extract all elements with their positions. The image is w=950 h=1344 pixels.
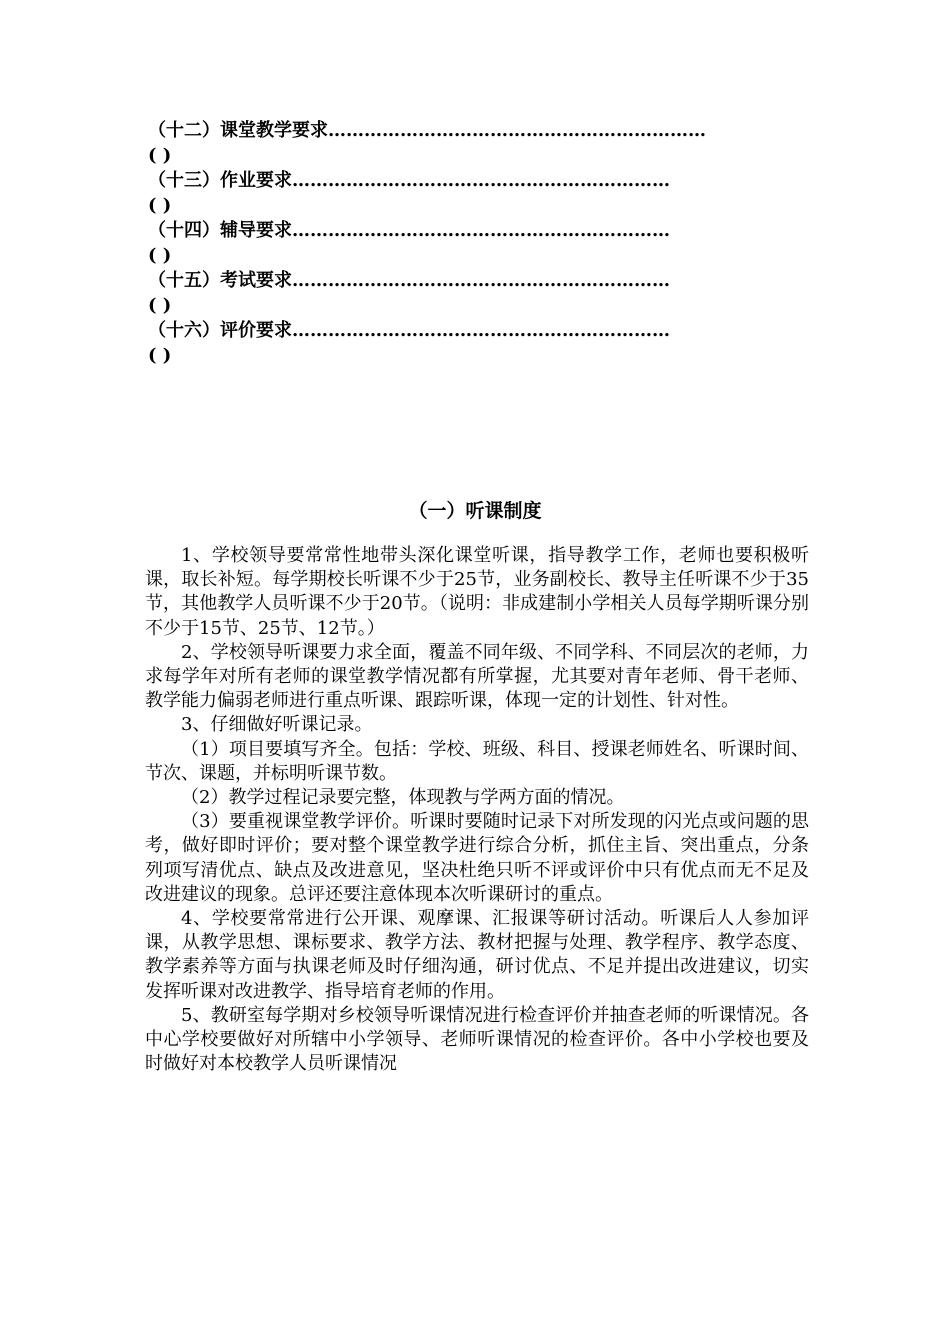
paragraph: 1、学校领导要常常性地带头深化课堂听课，指导教学工作，老师也要积极听课，取长补短。每学期校长听课不少于25节，业务副校长、教导主任听课不少于35节，其他教学人员听课不少于20节。（说明：非成建制小学相关人员每学期听课分别不少于15节、25节、12节。） xyxy=(145,545,809,639)
paragraph: 5、教研室每学期对乡校领导听课情况进行检查评价并抽查老师的听课情况。各中心学校要做好对所辖中小学领导、老师听课情况的检查评价。各中小学校也要及时做好对本校教学人员听课情况 xyxy=(145,1004,809,1075)
toc-entry xyxy=(148,318,828,368)
toc-entry xyxy=(148,268,828,318)
toc-leader-dots: ……………………………………………………… xyxy=(292,320,670,341)
toc-entry xyxy=(148,118,828,168)
toc-page-number: ( ) xyxy=(148,345,172,366)
toc-page-number: ( ) xyxy=(148,195,172,216)
section-title: （一）听课制度 xyxy=(408,500,542,522)
table-of-contents xyxy=(148,118,828,368)
toc-entry-label: （十三）作业要求 xyxy=(148,170,292,191)
toc-page-number: ( ) xyxy=(148,145,172,166)
toc-entry-label: （十六）评价要求 xyxy=(148,320,292,341)
toc-leader-dots: ……………………………………………………… xyxy=(328,120,706,141)
toc-leader-dots: ……………………………………………………… xyxy=(292,170,670,191)
toc-leader-dots: ……………………………………………………… xyxy=(292,220,670,241)
section-body xyxy=(145,544,809,1076)
toc-entry-label: （十二）课堂教学要求 xyxy=(148,120,328,141)
paragraph: （2）教学过程记录要完整，体现教与学两方面的情况。 xyxy=(181,787,625,809)
paragraph: 4、学校要常常进行公开课、观摩课、汇报课等研讨活动。听课后人人参加评课，从教学思想、课标要求、教学方法、教材把握与处理、教学程序、教学态度、教学素养等方面与执课老师及时仔细沟通，研讨优点、不足并提出改进建议，切实发挥听课对改进教学、指导培育老师的作用。 xyxy=(145,908,809,1002)
toc-entry-label: （十五）考试要求 xyxy=(148,270,292,291)
toc-entry xyxy=(148,218,828,268)
paragraph: （3）要重视课堂教学评价。听课时要随时记录下对所发现的闪光点或问题的思考，做好即时评价；要对整个课堂教学进行综合分析，抓住主旨、突出重点，分条列项写清优点、缺点及改进意见，坚决杜绝只听不评或评价中只有优点而无不足及改进建议的现象。总评还要注意体现本次听课研讨的重点。 xyxy=(145,811,809,905)
paragraph: （1）项目要填写齐全。包括：学校、班级、科目、授课老师姓名、听课时间、节次、课题，并标明听课节数。 xyxy=(145,738,809,784)
toc-page-number: ( ) xyxy=(148,295,172,316)
toc-entry xyxy=(148,168,828,218)
toc-entry-label: （十四）辅导要求 xyxy=(148,220,292,241)
paragraph: 2、学校领导听课要力求全面，覆盖不同年级、不同学科、不同层次的老师，力求每学年对所有老师的课堂教学情况都有所掌握，尤其要对青年老师、骨干老师、教学能力偏弱老师进行重点听课、跟踪听课，体现一定的计划性、针对性。 xyxy=(145,641,809,712)
paragraph: 3、仔细做好听课记录。 xyxy=(181,714,373,736)
toc-leader-dots: ……………………………………………………… xyxy=(292,270,670,291)
toc-page-number: ( ) xyxy=(148,245,172,266)
